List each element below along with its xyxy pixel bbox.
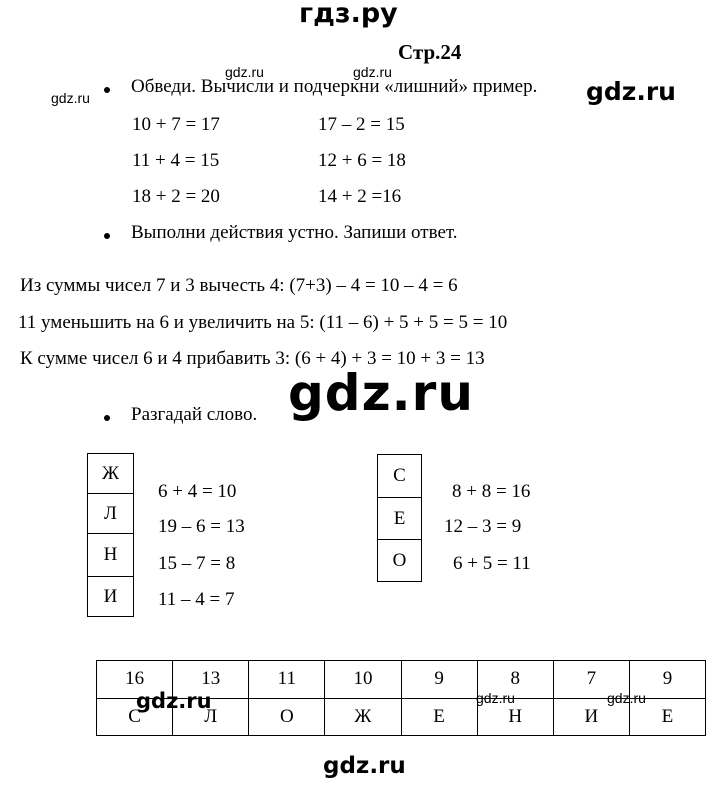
equation: 15 – 7 = 8 [158,553,236,574]
watermark: gdz.ru [586,77,676,106]
equation: 17 – 2 = 15 [318,114,405,135]
equation: 19 – 6 = 13 [158,516,245,537]
equation: 12 + 6 = 18 [318,150,406,171]
equation: 11 – 4 = 7 [158,589,235,610]
table-cell: 9 [401,661,477,699]
task3-instruction: Разгадай слово. [131,404,258,425]
watermark: gdz.ru [288,364,474,422]
solution-line: 11 уменьшить на 6 и увеличить на 5: (11 – 6) + 5 + 5 = 5 = 10 [18,312,508,333]
table-cell: 9 [629,661,705,699]
table-cell: С [97,698,173,736]
table-cell: Н [477,698,553,736]
task1-instruction: Обведи. Вычисли и подчеркни «лишний» пример. [131,76,538,97]
watermark: gdz.ru [607,690,646,706]
equation: 8 + 8 = 16 [452,481,531,502]
table-cell: Л [173,698,249,736]
watermark: gdz.ru [136,689,212,713]
solution-line: К сумме чисел 6 и 4 прибавить 3: (6 + 4) + 3 = 10 + 3 = 13 [20,348,485,369]
table-cell: 13 [173,661,249,699]
site-title: гдз.ру [299,0,398,29]
table-cell: 16 [97,661,173,699]
table-cell: 7 [553,661,629,699]
table-cell: Ж [325,698,401,736]
letter-cell: Н [88,534,133,577]
task2-instruction: Выполни действия устно. Запиши ответ. [131,222,458,243]
bullet [104,87,110,93]
page-number: Стр.24 [398,40,462,64]
table-cell: Е [401,698,477,736]
watermark: gdz.ru [353,64,392,80]
letter-cell: И [88,577,133,617]
watermark: gdz.ru [51,90,90,106]
bullet [104,233,110,239]
equation: 6 + 5 = 11 [453,553,531,574]
table-cell: 8 [477,661,553,699]
equation: 6 + 4 = 10 [158,481,237,502]
bullet [104,415,110,421]
left-letter-column [87,453,134,617]
equation: 10 + 7 = 17 [132,114,220,135]
watermark: gdz.ru [225,64,264,80]
letter-cell: Л [88,494,133,534]
equation: 14 + 2 =16 [318,186,402,207]
solution-line: Из суммы чисел 7 и 3 вычесть 4: (7+3) – 4 = 10 – 4 = 6 [20,275,458,296]
equation: 12 – 3 = 9 [444,516,522,537]
table-cell: О [249,698,325,736]
letter-cell: О [378,540,421,582]
equation: 18 + 2 = 20 [132,186,220,207]
letter-cell: Ж [88,454,133,494]
watermark: gdz.ru [476,690,515,706]
table-cell: Е [629,698,705,736]
watermark: gdz.ru [323,753,406,779]
right-letter-column [377,454,422,582]
table-cell: 11 [249,661,325,699]
table-cell: И [553,698,629,736]
letter-cell: Е [378,498,421,540]
letter-cell: С [378,455,421,498]
table-cell: 10 [325,661,401,699]
equation: 11 + 4 = 15 [132,150,220,171]
